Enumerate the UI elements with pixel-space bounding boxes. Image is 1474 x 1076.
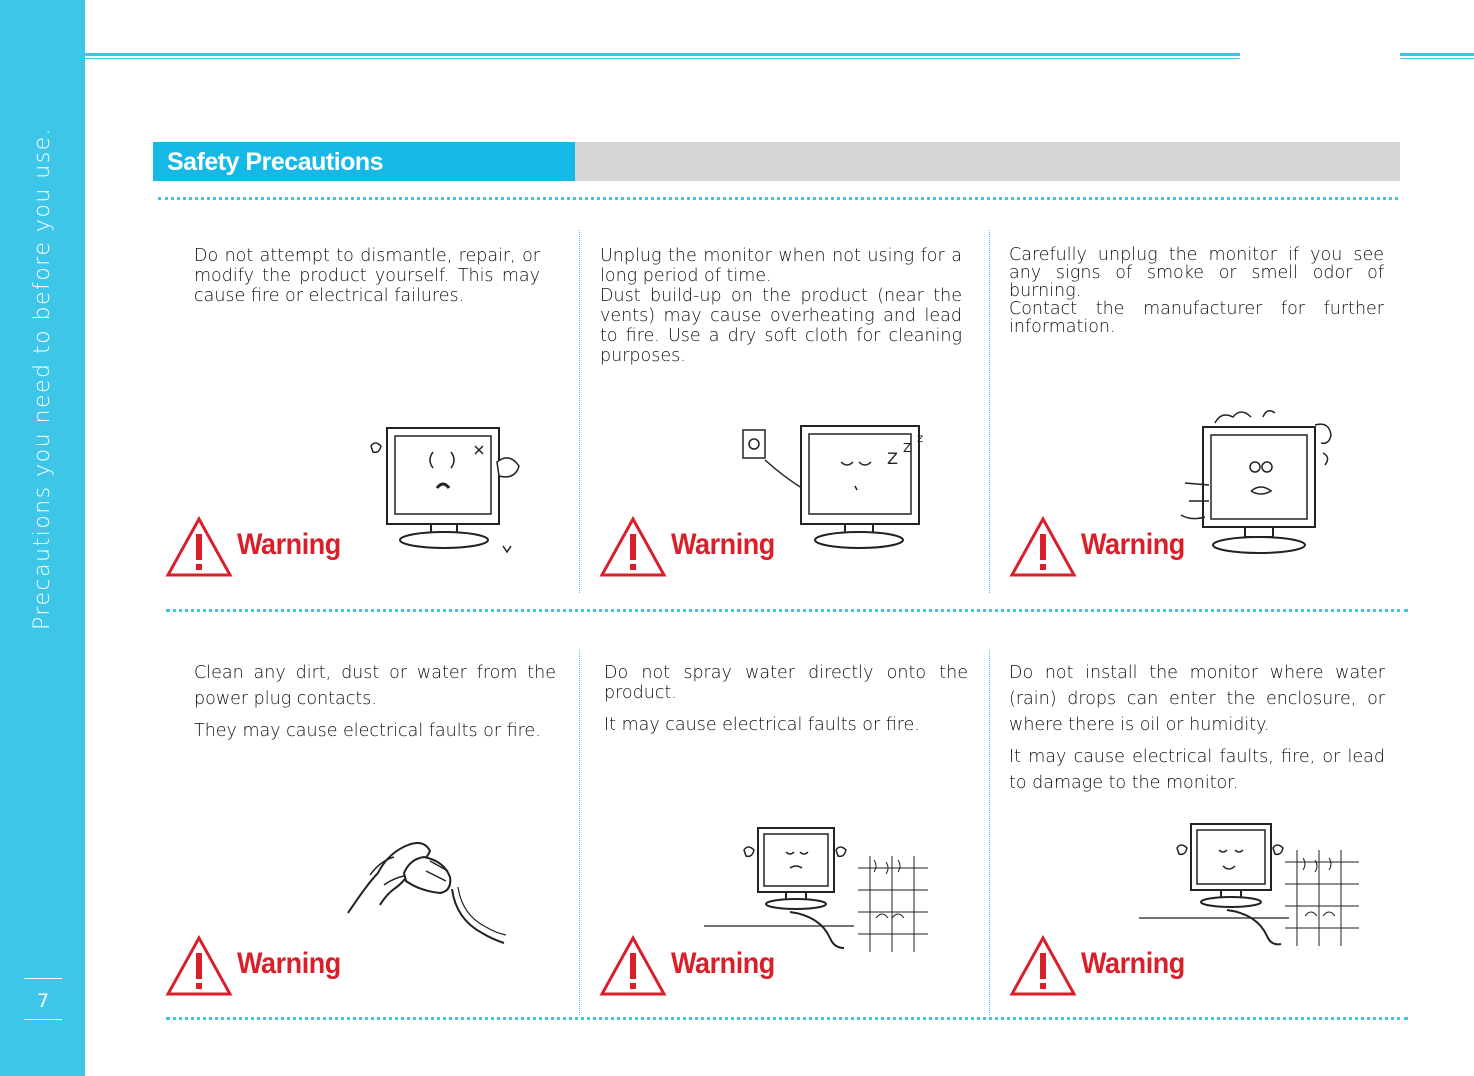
warning-triangle-icon [165,516,233,578]
precaution-text [194,246,540,306]
precaution-paragraph: It may cause electrical faults, fire, or lead to damage to the monitor. [1009,747,1385,793]
svg-text:Z: Z [887,449,898,468]
divider-col-1-top [579,230,580,593]
precaution-paragraph: They may cause electrical faults or fire. [194,721,541,741]
sidebar [0,0,85,1076]
header-rule-right [1400,53,1474,56]
warning-badge [165,935,365,999]
precaution-text [600,246,962,366]
svg-text:Z: Z [917,435,924,445]
warning-badge [1009,935,1209,999]
warning-label: Warning [237,528,341,561]
divider-col-1-bottom [579,650,580,1015]
warning-badge [165,516,365,580]
precaution-paragraph: Do not install the monitor where water (rain) drops can enter the enclosure, or where there is oil or humidity. [1009,663,1385,735]
precaution-paragraph: Carefully unplug the monitor if you see any signs of smoke or smell odor of burning. [1009,245,1384,301]
warning-badge [599,935,799,999]
monitor-humidity-icon [1135,818,1365,953]
warning-label: Warning [237,947,341,980]
section-title-bar-fill [575,142,1400,181]
precaution-paragraph: Unplug the monitor when not using for a long period of time. [600,246,962,286]
warning-triangle-icon [599,516,667,578]
precaution-text [1009,660,1385,796]
warning-label: Warning [1081,947,1185,980]
divider-middle [166,609,1408,612]
header-rule-thin [85,58,1240,59]
warning-label: Warning [671,528,775,561]
header-rule [85,53,1240,56]
warning-triangle-icon [1009,935,1077,997]
precaution-paragraph: Do not attempt to dismantle, repair, or modify the product yourself. This may cause fire or electrical failures. [194,246,540,306]
warning-triangle-icon [599,935,667,997]
warning-label: Warning [671,947,775,980]
precaution-text [604,663,968,735]
page-number: 7 [36,990,50,1012]
warning-badge [599,516,799,580]
warning-label: Warning [1081,528,1185,561]
divider-top [158,197,1398,200]
warning-triangle-icon [165,935,233,997]
monitor-being-repaired-icon [365,410,535,560]
svg-text:Z: Z [903,441,912,455]
divider-bottom [166,1017,1408,1020]
divider-col-2-bottom [989,650,990,1015]
header-rule-right-thin [1400,58,1474,59]
precaution-paragraph: It may cause electrical faults or fire. [604,715,920,735]
section-title: Safety Precautions [167,148,384,176]
precaution-paragraph: Do not spray water directly onto the product. [604,663,968,703]
precaution-text [194,660,556,744]
page-number-rule-bottom [24,1019,62,1020]
precaution-paragraph: Dust build-up on the product (near the vents) may cause overheating and lead to fire. Use a dry soft cloth for cleaning purposes. [600,286,962,366]
hand-cleaning-plug-icon [340,835,510,950]
warning-triangle-icon [1009,516,1077,578]
sidebar-title: Precautions you need to before you use. [30,126,55,630]
warning-badge [1009,516,1209,580]
precaution-text [1009,246,1384,336]
divider-col-2-top [989,230,990,593]
precaution-paragraph: Contact the manufacturer for further information. [1009,299,1384,337]
precaution-paragraph: Clean any dirt, dust or water from the power plug contacts. [194,663,556,709]
page-number-rule-top [24,978,62,979]
